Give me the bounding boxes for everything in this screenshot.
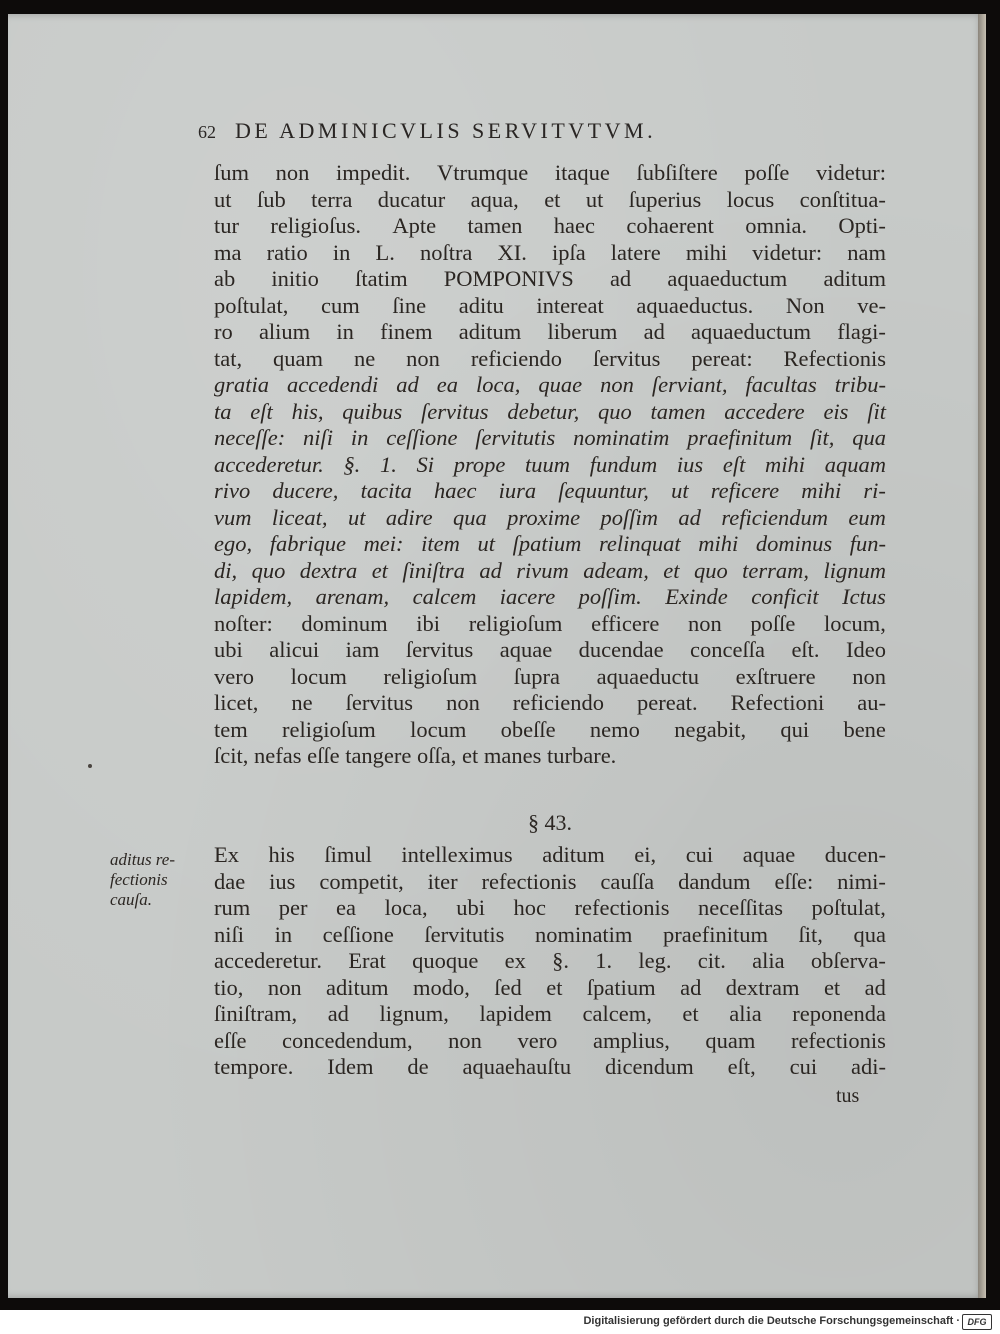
marginal-note [110,850,220,910]
text-line: vum liceat, ut adire qua proxime poſſim ad reficiendum eum [214,504,886,530]
text-line: licet, ne ſervitus non reficiendo pereat. Refectioni au- [214,690,886,715]
text-line: ſcit, nefas eſſe tangere oſſa, et manes turbare. [214,743,617,768]
text-line: niſi in ceſſione ſervitutis nominatim praefinitum ſit, qua [214,921,886,947]
running-head [198,118,838,152]
text-line: accederetur. §. 1. Si prope tuum fundum ius eſt mihi aquam [214,451,886,477]
text-line: tat, quam ne non reficiendo ſervitus pereat: Refectionis [214,345,886,371]
footer-bar [0,1312,1000,1334]
text-line: eſſe concedendum, non vero amplius, quam refectionis [214,1027,886,1053]
page-number: 62 [198,122,216,142]
text-line: ſiniſtram, ad lignum, lapidem calcem, et alia reponenda [214,1001,886,1026]
marginal-note-line: cauſa. [110,890,153,909]
text-line: tem religioſum locum obeſſe nemo negabit, qui bene [214,716,886,742]
text-line: gratia accedendi ad ea loca, quae non ſerviant, facultas tribu- [214,372,886,397]
text-line: ma ratio in L. noſtra XI. ipſa latere mihi videtur: nam [214,239,886,265]
text-line: tempore. Idem de aquaehauſtu dicendum eſt, cui adi- [214,1054,886,1079]
text-line: ut ſub terra ducatur aqua, et ut ſuperius locus conſtitua- [214,186,886,212]
text-line: ta eſt his, quibus ſervitus debetur, quo tamen accedere eis ſit [214,398,886,424]
text-line: ſum non impedit. Vtrumque itaque ſubſiſtere poſſe videtur: [214,160,886,185]
text-line: Ex his ſimul intelleximus aditum ei, cui aquae ducen- [214,842,886,867]
page-edge [978,14,986,1298]
text-line: di, quo dextra et ſiniſtra ad rivum adeam, et quo terram, lignum [214,557,886,583]
text-line: accederetur. Erat quoque ex §. 1. leg. cit. alia obſerva- [214,948,886,973]
running-head-title: DE ADMINICVLIS SERVITVTVM. [235,118,657,143]
paragraph-2 [214,842,886,1081]
text-line: tur religioſus. Apte tamen haec cohaerent omnia. Opti- [214,213,886,238]
paragraph-1 [214,160,886,770]
text-line: rivo ducere, tacita haec iura ſequuntur, ut reficere mihi ri- [214,478,886,503]
text-line: ro alium in finem aditum liberum ad aquaeductum flagi- [214,319,886,344]
text-line: lapidem, arenam, calcem iacere poſſim. Exinde conficit Ictus [214,584,886,609]
text-line: dae ius competit, iter refectionis cauſſa dandum eſſe: nimi- [214,868,886,894]
text-line: rum per ea loca, ubi hoc refectionis neceſſitas poſtulat, [214,895,886,920]
text-line: ubi alicui iam ſervitus aquae ducendae conceſſa eſt. Ideo [214,637,886,662]
dfg-logo-icon: DFG [962,1314,992,1330]
text-line: tio, non aditum modo, ſed et ſpatium ad dextram et ad [214,974,886,1000]
text-line: neceſſe: niſi in ceſſione ſervitutis nominatim praefinitum ſit, qua [214,425,886,450]
marginal-note-line: aditus re- [110,850,176,869]
section-heading: § 43. [528,810,572,835]
text-line: poſtulat, cum ſine aditu intereat aquaeductus. Non ve- [214,292,886,318]
text-line: ego, fabrique mei: item ut ſpatium relinquat mihi dominus fun- [214,531,886,556]
ink-spot [88,764,92,768]
text-line: ab initio ſtatim POMPONIVS ad aquaeductum aditum [214,266,886,291]
text-line: vero locum religioſum ſupra aquaeductu exſtruere non [214,663,886,689]
funding-notice: Digitalisierung gefördert durch die Deutsche Forschungsgemeinschaft · [583,1315,960,1327]
text-line: noſter: dominum ibi religioſum efficere non poſſe locum, [214,610,886,636]
marginal-note-line: fectionis [110,870,168,889]
catchword: tus [836,1085,860,1107]
